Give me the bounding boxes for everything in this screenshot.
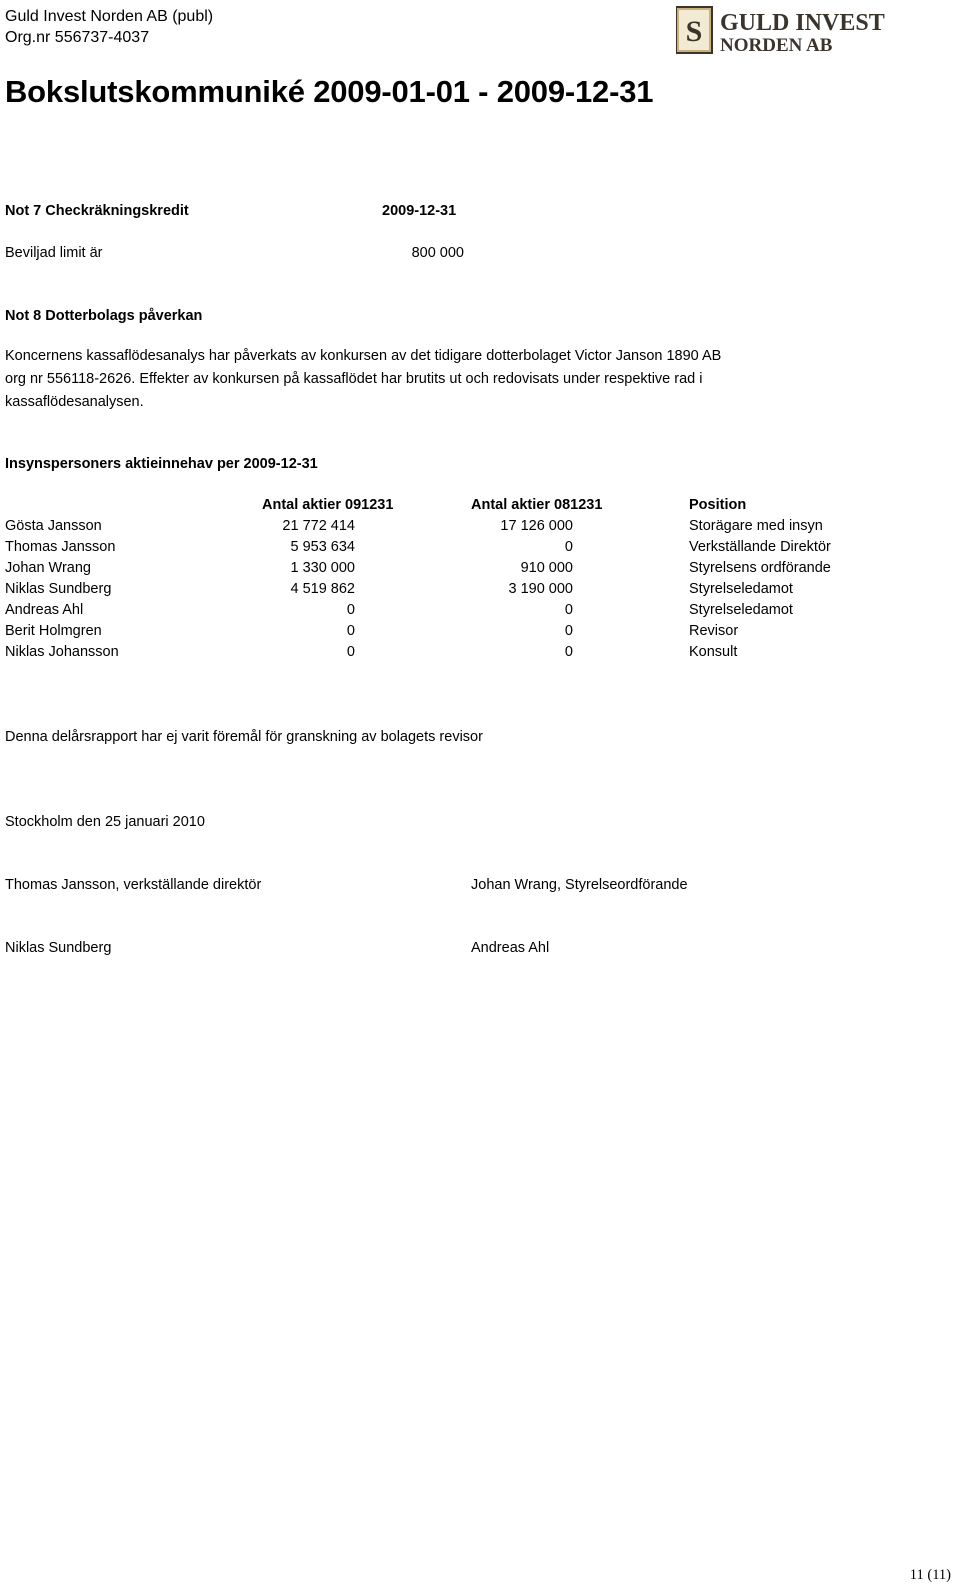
position: Verkställande Direktör <box>689 539 831 555</box>
shares-2009: 4 519 862 <box>290 581 355 597</box>
svg-text:S: S <box>685 15 703 48</box>
position: Revisor <box>689 623 739 639</box>
note8-line: kassaflödesanalysen. <box>5 394 144 410</box>
signature: Johan Wrang, Styrelseordförande <box>471 877 688 893</box>
position: Styrelsens ordförande <box>689 560 831 576</box>
shares-2008: 0 <box>564 623 573 639</box>
shares-2008: 17 126 000 <box>500 518 573 534</box>
holder-name: Johan Wrang <box>5 560 91 576</box>
note7-value: 800 000 <box>411 245 464 261</box>
shares-2008: 910 000 <box>520 560 573 576</box>
shares-2009: 1 330 000 <box>290 560 355 576</box>
position: Konsult <box>689 644 738 660</box>
page-number: 11 (11) <box>909 1567 951 1583</box>
shares-2009: 0 <box>346 602 355 618</box>
col-header-shares-2009: Antal aktier 091231 <box>262 497 394 513</box>
holder-name: Niklas Sundberg <box>5 581 112 597</box>
note8-line: org nr 556118-2626. Effekter av konkursen på kassaflödet har brutits ut och redovisats under respektive rad i <box>5 371 703 387</box>
note8-line: Koncernens kassaflödesanalys har påverkats av konkursen av det tidigare dotterbolaget Victor Janson 1890 AB <box>5 348 722 364</box>
shares-2009: 0 <box>346 644 355 660</box>
shares-2008: 0 <box>564 539 573 555</box>
company-name: Guld Invest Norden AB (publ) <box>5 8 214 25</box>
holder-name: Gösta Jansson <box>5 518 102 534</box>
place-date: Stockholm den 25 januari 2010 <box>5 814 205 830</box>
col-header-position: Position <box>689 497 747 513</box>
holder-name: Andreas Ahl <box>5 602 84 618</box>
shares-2009: 5 953 634 <box>290 539 355 555</box>
logo-line1: GULD INVEST <box>720 10 885 36</box>
shares-2008: 3 190 000 <box>508 581 573 597</box>
col-header-shares-2008: Antal aktier 081231 <box>471 497 603 513</box>
note7-label: Beviljad limit är <box>5 245 103 261</box>
holdings-title: Insynspersoners aktieinnehav per 2009-12-31 <box>5 456 318 472</box>
company-logo <box>676 5 898 55</box>
page-title: Bokslutskommuniké 2009-01-01 - 2009-12-31 <box>5 74 654 109</box>
shares-2009: 21 772 414 <box>282 518 355 534</box>
position: Styrelseledamot <box>689 581 793 597</box>
logo-line2: NORDEN AB <box>720 35 833 55</box>
note7-date: 2009-12-31 <box>382 203 457 219</box>
note8-heading: Not 8 Dotterbolags påverkan <box>5 308 203 324</box>
signature: Andreas Ahl <box>471 940 550 956</box>
signature: Thomas Jansson, verkställande direktör <box>5 877 262 893</box>
audit-statement: Denna delårsrapport har ej varit föremål för granskning av bolagets revisor <box>5 729 483 745</box>
holder-name: Thomas Jansson <box>5 539 116 555</box>
note7-heading: Not 7 Checkräkningskredit <box>5 203 189 219</box>
org-number: Org.nr 556737-4037 <box>5 29 150 46</box>
position: Styrelseledamot <box>689 602 793 618</box>
holder-name: Berit Holmgren <box>5 623 102 639</box>
holder-name: Niklas Johansson <box>5 644 119 660</box>
shares-2008: 0 <box>564 602 573 618</box>
position: Storägare med insyn <box>689 518 823 534</box>
signature: Niklas Sundberg <box>5 940 112 956</box>
shares-2009: 0 <box>346 623 355 639</box>
shares-2008: 0 <box>564 644 573 660</box>
